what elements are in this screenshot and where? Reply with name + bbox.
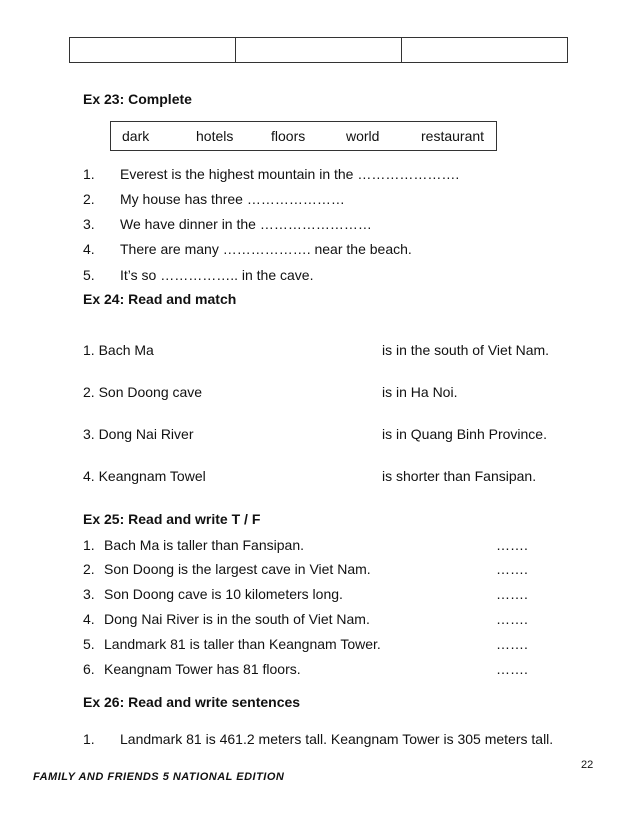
- tf-statement: Bach Ma is taller than Fansipan.: [104, 537, 304, 553]
- answer-blank: …….: [496, 661, 528, 677]
- item-number: 2.: [83, 191, 95, 207]
- item-number: 4.: [83, 611, 95, 627]
- match-left: 2. Son Doong cave: [83, 384, 203, 400]
- item-number: 3.: [83, 216, 95, 232]
- word-option: dark: [122, 128, 150, 144]
- answer-blank: …….: [496, 611, 528, 627]
- table-cell: [236, 38, 402, 62]
- answer-blank: …….: [496, 537, 528, 553]
- word-option: floors: [271, 128, 306, 144]
- match-left: 4. Keangnam Towel: [83, 468, 206, 484]
- footer-title: FAMILY AND FRIENDS 5 NATIONAL EDITION: [33, 771, 285, 783]
- ex23-item: It’s so …………….. in the cave.: [120, 267, 314, 283]
- answer-blank: …….: [496, 561, 528, 577]
- tf-statement: Son Doong is the largest cave in Viet Nam.: [104, 561, 371, 577]
- ex23-item: My house has three …………………: [120, 191, 345, 207]
- ex26-item: Landmark 81 is 461.2 meters tall. Keangnam Tower is 305 meters tall.: [120, 731, 554, 747]
- word-option: hotels: [196, 128, 234, 144]
- table-cell: [70, 38, 236, 62]
- match-left: 1. Bach Ma: [83, 342, 154, 358]
- item-number: 1.: [83, 166, 95, 182]
- item-number: 1.: [83, 731, 95, 747]
- ex23-item: There are many ………………. near the beach.: [120, 241, 412, 257]
- tf-statement: Dong Nai River is in the south of Viet Nam.: [104, 611, 370, 627]
- word-option: world: [346, 128, 380, 144]
- item-number: 4.: [83, 241, 95, 257]
- item-number: 3.: [83, 586, 95, 602]
- answer-blank: …….: [496, 586, 528, 602]
- word-box: [110, 121, 497, 151]
- table-cell: [402, 38, 567, 62]
- item-number: 2.: [83, 561, 95, 577]
- item-number: 5.: [83, 636, 95, 652]
- answer-table: [69, 37, 568, 63]
- ex23-item: We have dinner in the ……………………: [120, 216, 372, 232]
- match-right: is shorter than Fansipan.: [382, 468, 537, 484]
- ex23-heading: Ex 23: Complete: [83, 91, 192, 107]
- tf-statement: Landmark 81 is taller than Keangnam Tower.: [104, 636, 381, 652]
- tf-statement: Son Doong cave is 10 kilometers long.: [104, 586, 343, 602]
- ex23-item: Everest is the highest mountain in the ………………….: [120, 166, 460, 182]
- word-option: restaurant: [421, 128, 485, 144]
- answer-blank: …….: [496, 636, 528, 652]
- ex26-heading: Ex 26: Read and write sentences: [83, 694, 301, 710]
- item-number: 5.: [83, 267, 95, 283]
- item-number: 6.: [83, 661, 95, 677]
- page-number: 22: [581, 759, 594, 771]
- match-left: 3. Dong Nai River: [83, 426, 194, 442]
- match-right: is in Quang Binh Province.: [382, 426, 547, 442]
- match-right: is in Ha Noi.: [382, 384, 458, 400]
- ex25-heading: Ex 25: Read and write T / F: [83, 511, 261, 527]
- item-number: 1.: [83, 537, 95, 553]
- match-right: is in the south of Viet Nam.: [382, 342, 550, 358]
- ex24-heading: Ex 24: Read and match: [83, 291, 237, 307]
- tf-statement: Keangnam Tower has 81 floors.: [104, 661, 301, 677]
